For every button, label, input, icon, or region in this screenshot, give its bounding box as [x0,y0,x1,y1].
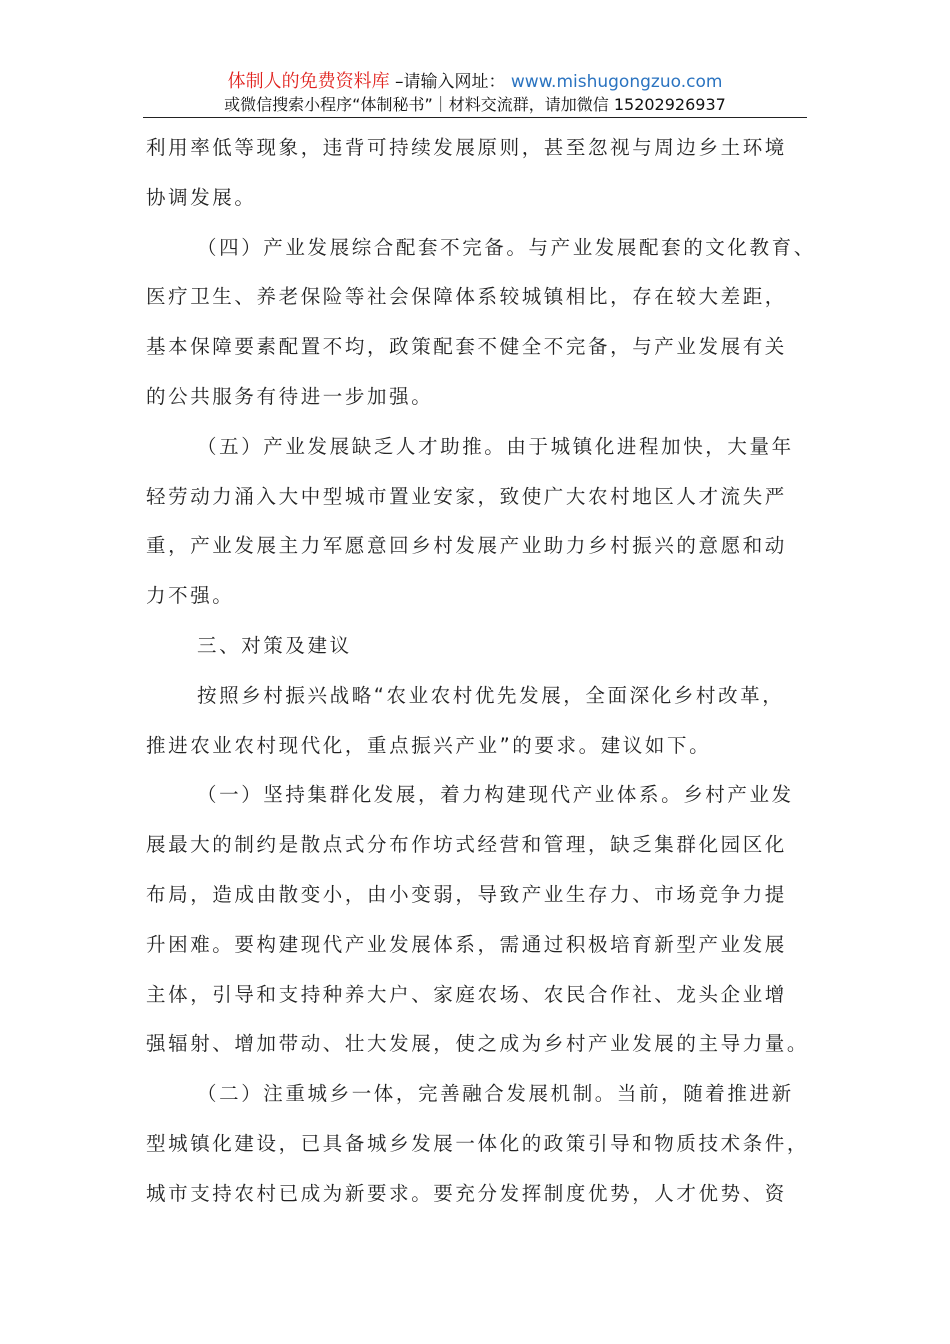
header-divider [143,117,807,118]
header-contact-line: 或微信搜索小程序“体制秘书”｜材料交流群，请加微信 15202926937 [224,95,726,114]
header-banner [0,71,950,93]
text-line: 轻劳动力涌入大中型城市置业安家，致使广大农村地区人才流失严 [146,484,787,508]
text-line: 力不强。 [146,584,235,608]
text-line: （二）注重城乡一体，完善融合发展机制。当前，随着推进新 [197,1082,794,1106]
text-line: 升困难。要构建现代产业发展体系，需通过积极培育新型产业发展 [146,932,787,956]
text-line: 利用率低等现象，违背可持续发展原则，甚至忽视与周边乡土环境 [146,136,787,159]
text-line: 强辐射、增加带动、壮大发展，使之成为乡村产业发展的主导力量。 [146,1032,810,1056]
text-line: 主体，引导和支持种养大户、家庭农场、农民合作社、龙头企业增 [146,982,787,1006]
url-prompt: –请输入网址： [394,72,506,92]
site-url-link[interactable]: www.mishugongzuo.com [510,72,723,92]
text-line: （五）产业发展缺乏人才助推。由于城镇化进程加快，大量年 [197,434,794,458]
site-name: 体制人的免费资料库 [227,71,390,92]
text-line: 医疗卫生、养老保险等社会保障体系较城镇相比，存在较大差距， [146,285,787,309]
text-line: （一）坚持集群化发展，着力构建现代产业体系。乡村产业发 [197,783,794,807]
text-line: 协调发展。 [146,185,257,209]
text-line: 推进农业农村现代化，重点振兴产业”的要求。建议如下。 [146,733,712,757]
text-line: 型城镇化建设，已具备城乡发展一体化的政策引导和物质技术条件， [146,1131,810,1155]
text-line: （四）产业发展综合配套不完备。与产业发展配套的文化教育、 [197,235,816,259]
text-line: 三、对策及建议 [197,633,352,657]
text-line: 布局，造成由散变小，由小变弱，导致产业生存力、市场竞争力提 [146,882,787,906]
text-line: 城市支持农村已成为新要求。要充分发挥制度优势，人才优势、资 [146,1181,787,1205]
text-line: 展最大的制约是散点式分布作坊式经营和管理，缺乏集群化园区化 [146,833,787,857]
text-line: 基本保障要素配置不均，政策配套不健全不完备，与产业发展有关 [146,335,787,359]
text-line: 的公共服务有待进一步加强。 [146,384,434,408]
text-line: 按照乡村振兴战略“农业农村优先发展，全面深化乡村改革， [197,683,785,707]
text-line: 重，产业发展主力军愿意回乡村发展产业助力乡村振兴的意愿和动 [146,534,787,558]
document-body [146,123,826,1219]
